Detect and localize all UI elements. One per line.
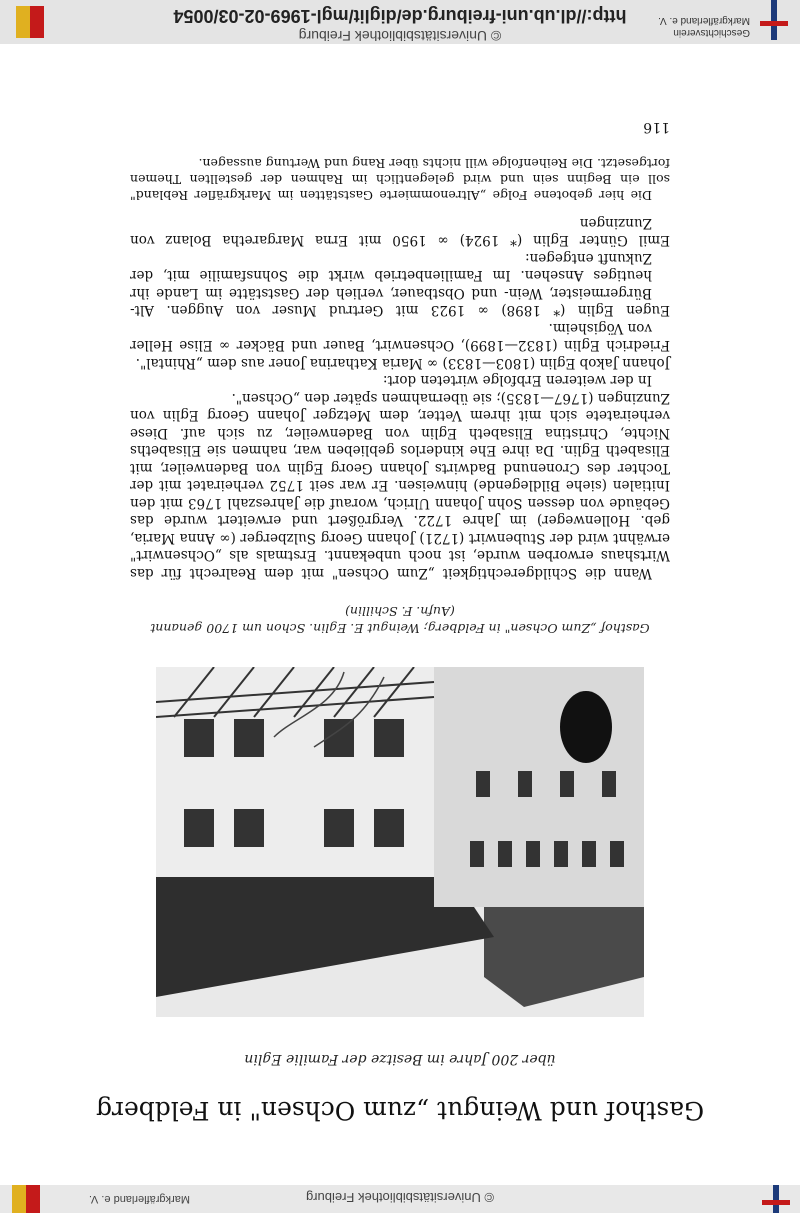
header-society: Markgräflerland e. V. [88,1193,190,1205]
article-subtitle: über 200 Jahre im Besitze der Familie Eglin [244,1051,556,1067]
header-credit: © Universitätsbibliothek Freiburg [305,1190,495,1205]
article-body [130,156,670,582]
page-number: 116 [643,119,670,135]
series-note: Die hier gebotene Folge „Altrenommierte Gaststätten im Markgräfler Rebland" soll ein Beginn sein und wird gelegentlich im Rahmen der gestellten Themen fortgesetzt. Die Reihenfolge will nichts über Rang und Wertung aussagen. [130,156,670,204]
article-title: Gasthof und Weingut „zum Ochsen" in Feldberg [95,1096,705,1125]
society-crest-icon [16,6,44,38]
photo-illustration [156,667,644,1017]
viewer-header-strip [0,1185,800,1213]
library-logo-icon [760,0,788,40]
photo-caption: Gasthof „Zum Ochsen" in Feldberg; Weingut E. Eglin. Schon um 1700 genannt (Aufn. F. Schillin) [150,604,650,636]
inn-photograph [156,667,644,1017]
permalink-url[interactable]: http://dl.ub.uni-freiburg.de/diglit/mgl-1969-02-03/0054 [173,6,627,26]
scanned-page [0,44,800,1185]
paragraph: In der weiteren Erbfolge wirteten dort: [382,372,652,389]
lineage-entry: Emil Günter Eglin (* 1924) ∞ 1950 mit Erna Margaretha Bolanz von Zunzingen [130,215,670,249]
lineage-entry: Eugen Eglin (* 1898) ∞ 1923 mit Gertrud Muser von Auggen. Alt-Bürgermeister, Wein- und Obstbauer, verlieh der Gaststätte im Lande ihr heutiges Ansehen. Im Familienbetrieb wirkt die Sohnsfamilie mit, der Zukunft entgegen: [130,250,670,319]
library-logo-icon [762,1185,790,1213]
society-crest-icon [12,1185,40,1213]
paragraph: Wann die Schildgerechtigkeit „Zum Ochsen" mit dem Realrecht für das Wirtshaus erworben wurde, ist noch unbekannt. Erstmals als „Ochsenwirt" erwähnt wird der Stubenwirt (1721) Johann Georg Sulzberger (∞ Anna Maria, geb. Hollenweger) im Jahre 1722. Vergrößert und erweitert wurde das Gebäude von dessen Sohn Johann Ulrich, worauf die Jahreszahl 1763 mit den Initialen (siehe Bildlegende) hinweisen. Er war seit 1752 verheiratet mit der Tochter des Cronenund Badwirts Johann Georg Eglin von Badenweiler, mit Elisabeth Eglin. Da ihre Ehe kinderlos geblieben war, nahmen sie Elisabeths Nichte, Christina Elisabeth Eglin von Badenweiler, zu sich auf. Diese verheiratete sich mit ihrem Vetter, dem Metzger Johann Georg Eglin von Zunzingen (1767—1835); sie übernahmen später den „Ochsen". [130,390,670,581]
lineage-entry: Johann Jakob Eglin (1803—1833) ∞ Maria Katharina Joner aus dem „Rhintal". [135,355,670,371]
society-name: Geschichtsverein Markgräflerland e. V. [658,15,750,38]
viewer-footer-strip [0,0,800,44]
lineage-entry: Friedrich Eglin (1832—1899), Ochsenwirt, Bauer und Bäcker ∞ Elise Heller von Vögisheim. [130,320,670,354]
footer-credit: © Universitätsbibliothek Freiburg [298,28,502,44]
